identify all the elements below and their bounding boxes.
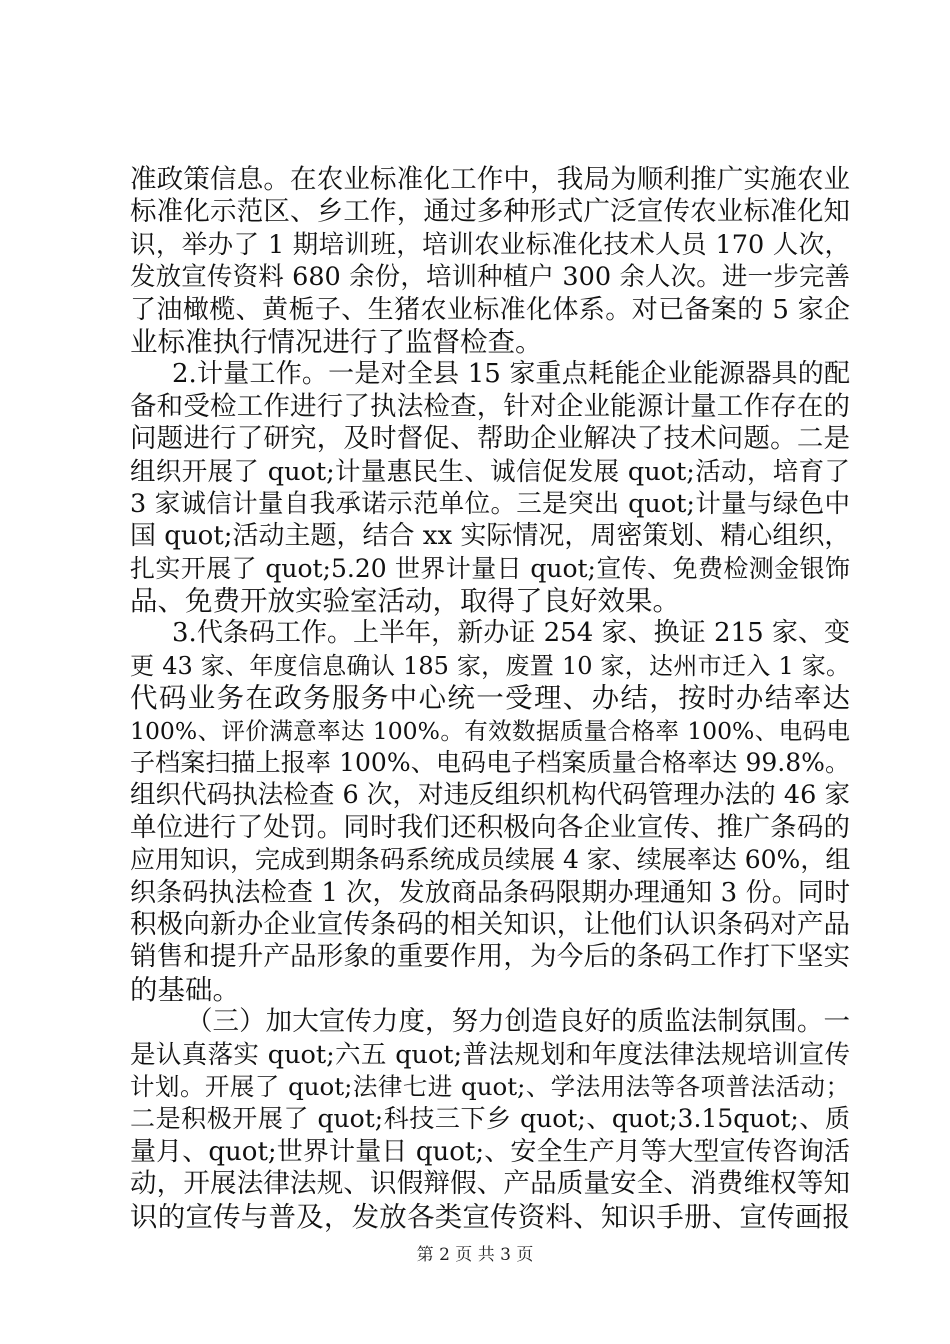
text-line: 3 家诚信计量自我承诺示范单位。三是突出 quot;计量与绿色中	[130, 488, 850, 519]
text-line: 更 43 家、年度信息确认 185 家，废置 10 家，达州市迁入 1 家。	[130, 651, 850, 680]
text-line: 扎实开展了 quot;5.20 世界计量日 quot;宣传、免费检测金银饰	[130, 553, 850, 583]
text-line: 的基础。	[130, 973, 240, 1006]
text-line: 组织代码执法检查 6 次，对违反组织机构代码管理办法的 46 家	[130, 780, 850, 811]
text-line: 问题进行了研究，及时督促、帮助企业解决了技术问题。二是	[130, 423, 850, 455]
text-line: 备和受检工作进行了执法检查，针对企业能源计量工作存在的	[130, 390, 850, 422]
text-line: 2.计量工作。一是对全县 15 家重点耗能企业能源器具的配	[172, 359, 850, 390]
text-line: 动，开展法律法规、识假辩假、产品质量安全、消费维权等知	[130, 1168, 850, 1200]
text-line: 织条码执法检查 1 次，发放商品条码限期办理通知 3 份。同时	[130, 877, 850, 908]
text-line: 了油橄榄、黄栀子、生猪农业标准化体系。对已备案的 5 家企	[130, 294, 850, 325]
text-line: 100%、评价满意率达 100%。有效数据质量合格率 100%、电码电	[130, 716, 850, 745]
text-line: 是认真落实 quot;六五 quot;普法规划和年度法律法规培训宣传	[130, 1039, 850, 1070]
text-line: 积极向新办企业宣传条码的相关知识，让他们认识条码对产品	[130, 908, 850, 940]
text-line: 识的宣传与普及，发放各类宣传资料、知识手册、宣传画报	[130, 1200, 850, 1233]
text-line: 组织开展了 quot;计量惠民生、诚信促发展 quot;活动，培育了	[130, 456, 850, 487]
text-line: 国 quot;活动主题，结合 xx 实际情况，周密策划、精心组织，	[130, 521, 851, 552]
text-line: 量月、quot;世界计量日 quot;、安全生产月等大型宣传咨询活	[130, 1136, 850, 1167]
text-line: 标准化示范区、乡工作，通过多种形式广泛宣传农业标准化知	[130, 196, 850, 228]
text-line: 业标准执行情况进行了监督检查。	[130, 325, 543, 358]
text-line: 代码业务在政务服务中心统一受理、办结，按时办结率达	[130, 682, 850, 715]
text-line: 计划。开展了 quot;法律七进 quot;、学法用法等各项普法活动；	[130, 1071, 850, 1101]
text-line: 准政策信息。在农业标准化工作中，我局为顺利推广实施农业	[130, 164, 850, 195]
text-line: （三）加大宣传力度，努力创造良好的质监法制氛围。一	[186, 1006, 850, 1038]
page-footer: 第 2 页 共 3 页	[416, 1245, 534, 1265]
body-text	[130, 164, 850, 1233]
text-line: 子档案扫描上报率 100%、电码电子档案质量合格率达 99.8%。	[130, 748, 850, 778]
text-line: 销售和提升产品形象的重要作用，为今后的条码工作打下坚实	[130, 941, 850, 973]
text-line: 品、免费开放实验室活动，取得了良好效果。	[130, 585, 680, 618]
text-line: 应用知识，完成到期条码系统成员续展 4 家、续展率达 60%，组	[130, 845, 851, 875]
text-line: 发放宣传资料 680 余份，培训种植户 300 余人次。进一步完善	[130, 262, 850, 293]
text-line: 识，举办了 1 期培训班，培训农业标准化技术人员 170 人次，	[130, 229, 850, 260]
text-line: 二是积极开展了 quot;科技三下乡 quot;、quot;3.15quot;、质	[130, 1104, 850, 1134]
text-line: 单位进行了处罚。同时我们还积极向各企业宣传、推广条码的	[130, 811, 850, 843]
text-line: 3.代条码工作。上半年，新办证 254 家、换证 215 家、变	[172, 618, 850, 649]
